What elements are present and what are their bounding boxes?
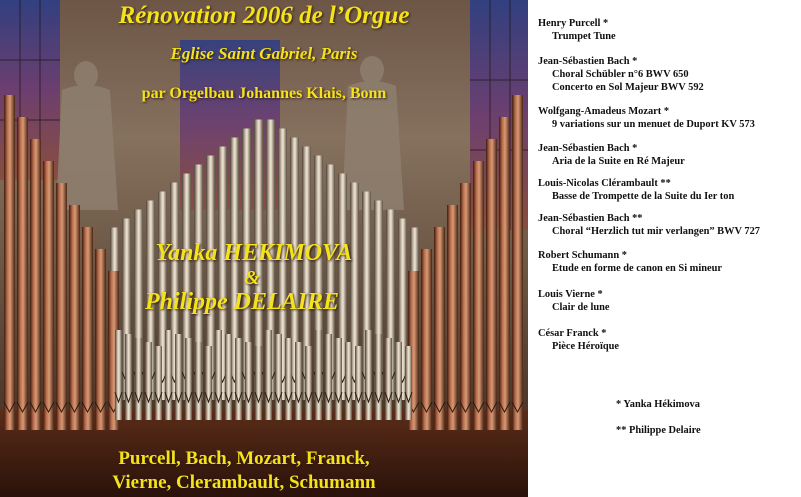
work-title: Choral “Herzlich tut mir verlangen” BWV 727: [552, 226, 760, 237]
cover-composers-line-2: Vierne, Clerambault, Schumann: [112, 472, 376, 493]
organ-pipe: [275, 334, 282, 420]
cover-performer-2: Philippe DELAIRE: [144, 289, 340, 315]
work-title: Concerto en Sol Majeur BWV 592: [552, 82, 704, 93]
composer-name: Jean-Sébastien Bach **: [538, 213, 643, 224]
organ-pipe: [305, 346, 312, 420]
work-title: Pièce Héroïque: [552, 341, 620, 352]
composer-name: César Franck *: [538, 328, 607, 339]
organ-pipe: [375, 334, 382, 420]
programme-item: [538, 142, 685, 168]
work-title: Aria de la Suite en Ré Majeur: [552, 156, 685, 167]
work-title: Basse de Trompette de la Suite du Ier ton: [552, 191, 735, 202]
composer-name: Jean-Sébastien Bach *: [538, 56, 638, 67]
cover-title: Rénovation 2006 de l’Orgue: [118, 2, 410, 29]
organ-pipe: [205, 346, 212, 420]
cover-composers-line-1: Purcell, Bach, Mozart, Franck,: [118, 448, 370, 469]
organ-pipe: [285, 338, 292, 420]
organ-pipe: [395, 342, 402, 420]
organ-pipe: [365, 330, 372, 420]
composer-name: Louis-Nicolas Clérambault **: [538, 178, 671, 189]
organ-pipe: [69, 205, 80, 430]
programme-item: [538, 177, 734, 203]
composer-name: Louis Vierne *: [538, 289, 603, 300]
work-title: Trumpet Tune: [552, 31, 616, 42]
programme-item: [538, 17, 616, 43]
work-title: 9 variations sur un menuet de Duport KV 573: [552, 119, 755, 130]
programme-item: [538, 288, 610, 314]
programme-list: [528, 0, 801, 497]
organ-pipe: [255, 346, 262, 420]
organ-pipe: [155, 346, 162, 420]
composer-name: Henry Purcell *: [538, 18, 609, 29]
cover-organ-builder: par Orgelbau Johannes Klais, Bonn: [141, 85, 387, 102]
work-title: Etude en forme de canon en Si mineur: [552, 263, 722, 274]
organ-pipe: [225, 334, 232, 420]
legend-double-star: ** Philippe Delaire: [616, 425, 701, 436]
organ-pipe: [405, 346, 412, 420]
organ-pipe: [325, 334, 332, 420]
organ-pipe: [115, 330, 122, 420]
organ-pipe: [215, 330, 222, 420]
organ-pipe: [145, 342, 152, 420]
organ-pipe: [125, 334, 132, 420]
composer-name: Jean-Sébastien Bach *: [538, 143, 638, 154]
organ-pipe: [265, 330, 272, 420]
organ-pipe: [355, 346, 362, 420]
organ-pipe: [315, 330, 322, 420]
work-title: Clair de lune: [552, 302, 610, 313]
organ-pipe: [345, 342, 352, 420]
composer-name: Wolfgang-Amadeus Mozart *: [538, 106, 670, 117]
programme-item: [538, 55, 704, 94]
organ-pipe: [245, 342, 252, 420]
programme-item: [538, 212, 760, 238]
cover-ampersand: &: [244, 267, 260, 289]
cover-church: Eglise Saint Gabriel, Paris: [170, 44, 358, 63]
organ-pipe: [335, 338, 342, 420]
organ-pipe: [185, 338, 192, 420]
programme-item: [538, 249, 722, 275]
work-title: Choral Schübler n°6 BWV 650: [552, 69, 689, 80]
organ-pipe: [135, 338, 142, 420]
programme-item: [538, 105, 755, 131]
organ-pipe: [235, 338, 242, 420]
organ-pipe: [385, 338, 392, 420]
organ-pipe: [447, 205, 458, 430]
organ-pipe: [175, 334, 182, 420]
organ-pipe: [295, 342, 302, 420]
legend-single-star: * Yanka Hékimova: [616, 399, 700, 410]
organ-pipe: [165, 330, 172, 420]
cover-performer-1: Yanka HEKIMOVA: [155, 240, 353, 266]
organ-pipe: [195, 342, 202, 420]
composer-name: Robert Schumann *: [538, 250, 627, 261]
programme-item: [538, 327, 619, 353]
